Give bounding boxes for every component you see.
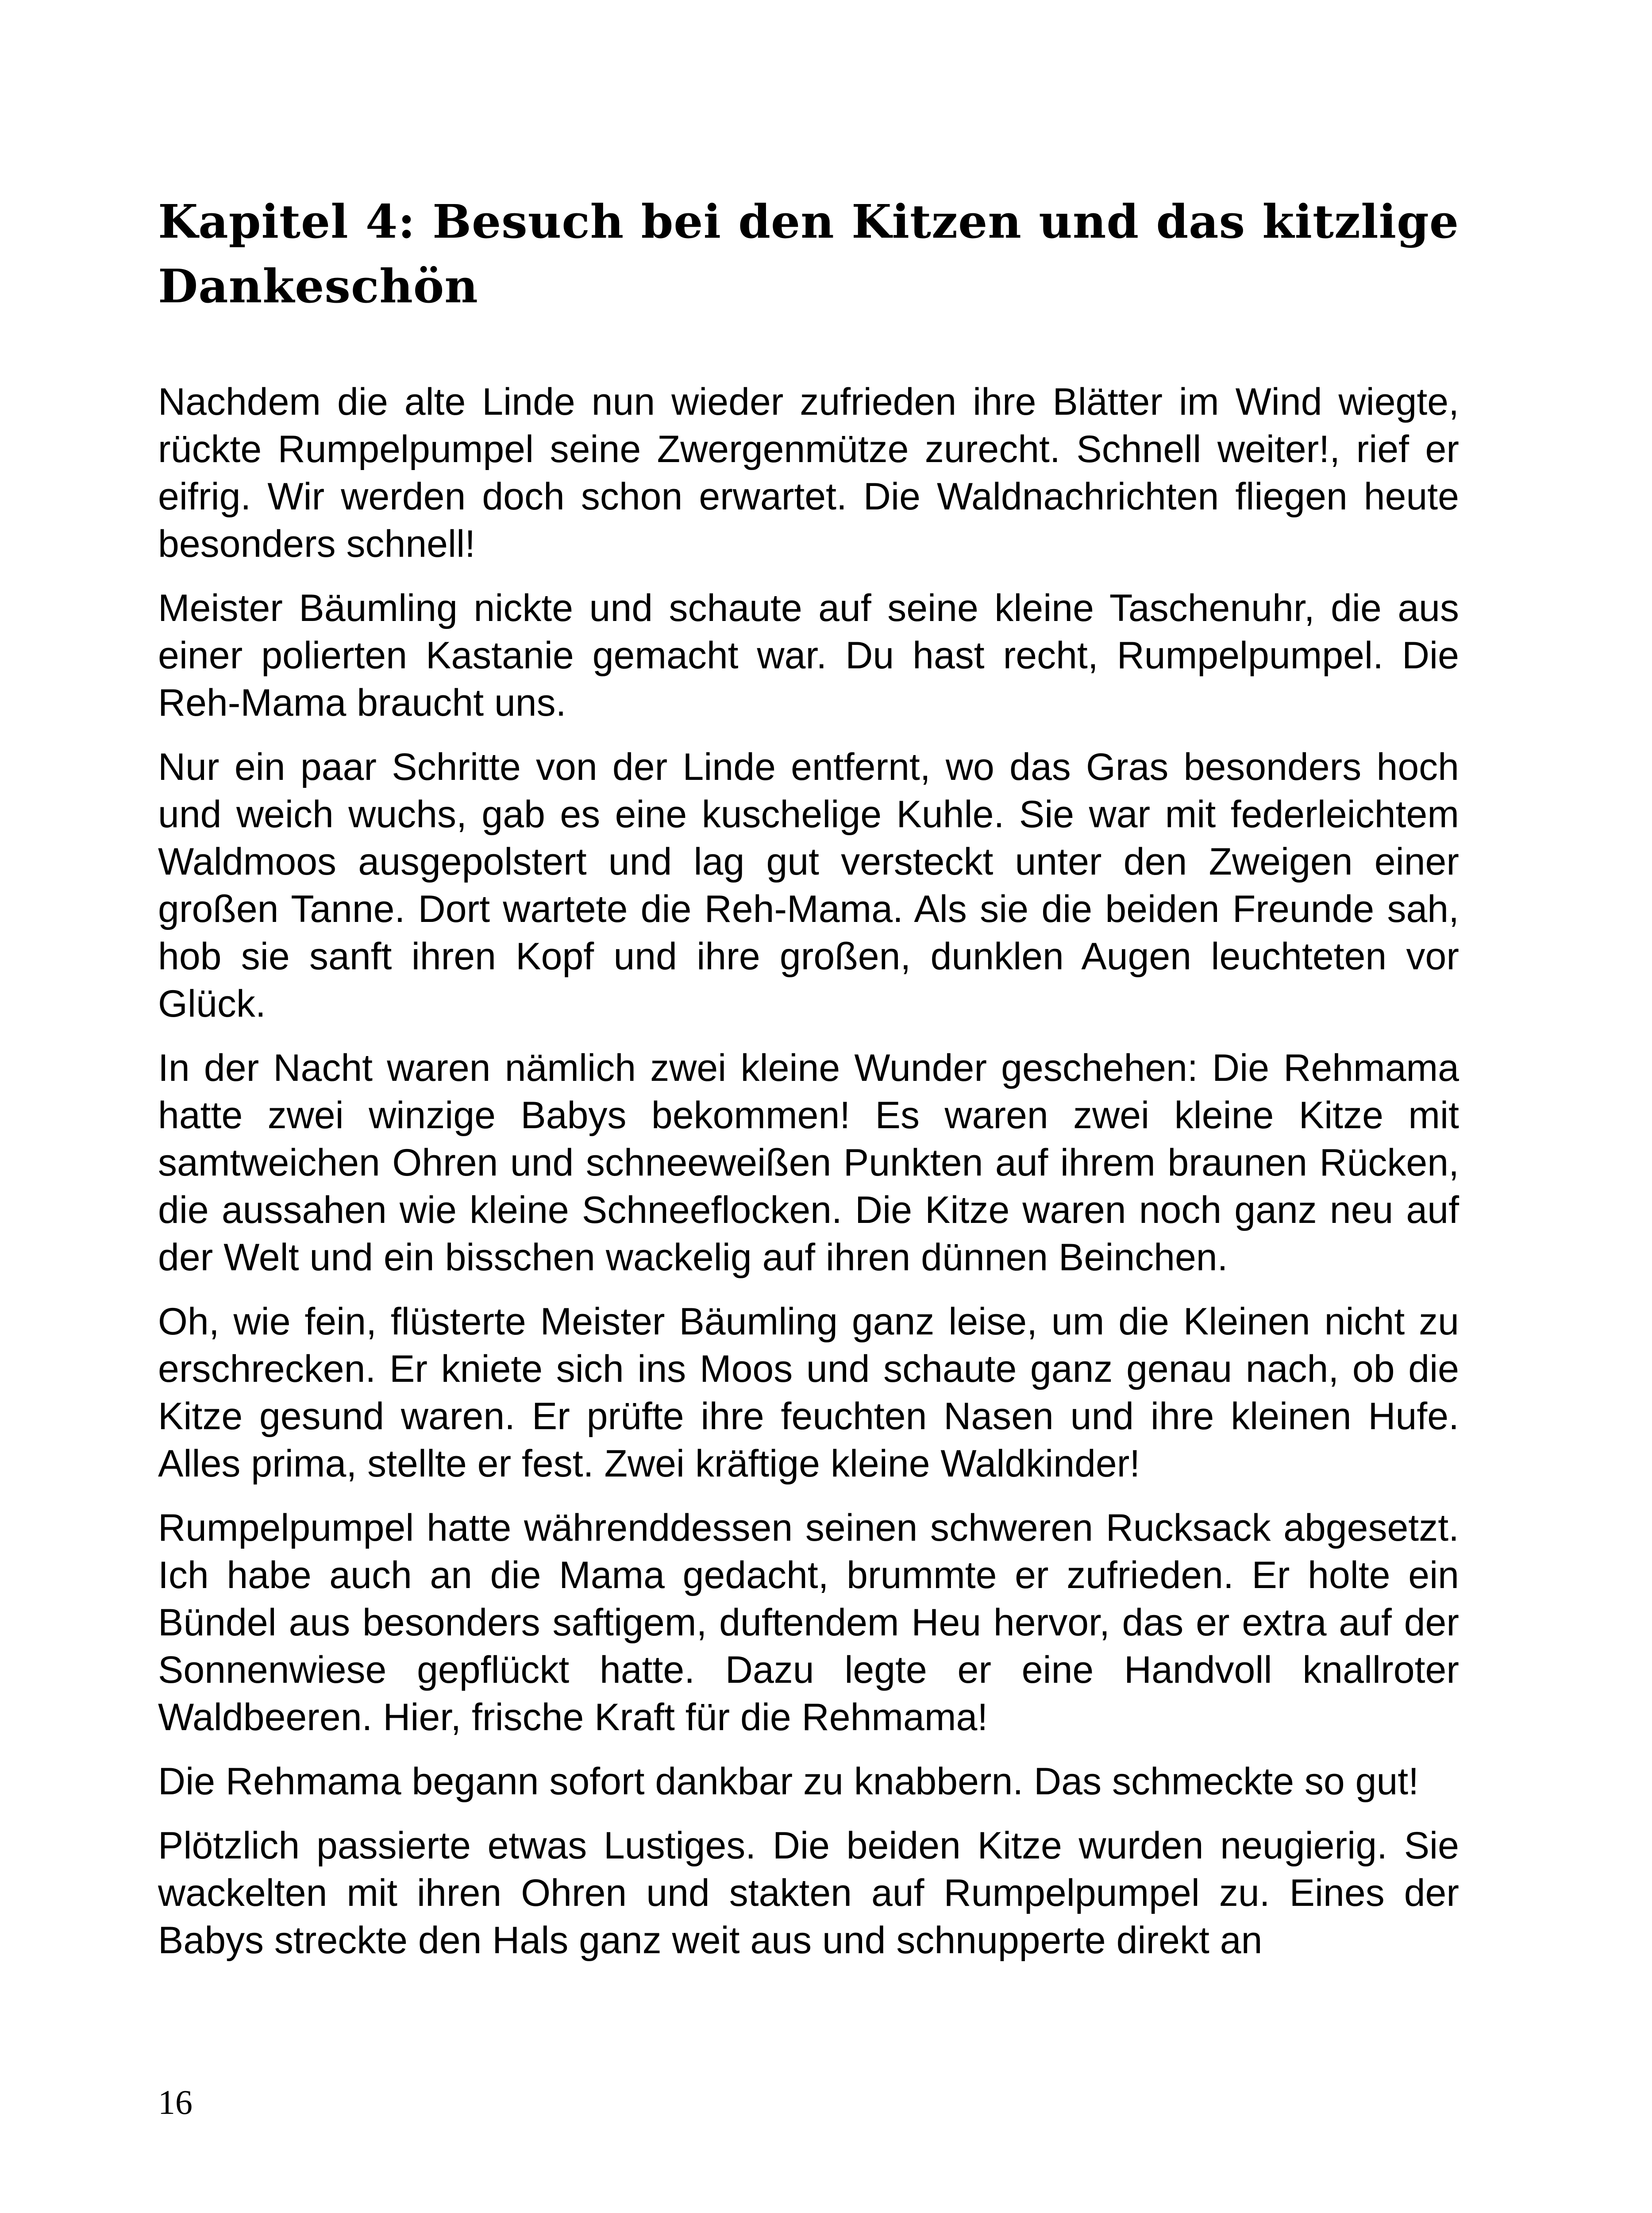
chapter-title: Kapitel 4: Besuch bei den Kitzen und das kitzlige Dankeschön: [158, 194, 1459, 313]
paragraph: Die Rehmama begann sofort dankbar zu knabbern. Das schmeckte so gut!: [158, 1760, 1419, 1803]
paragraph: Plötzlich passierte etwas Lustiges. Die beiden Kitze wurden neugierig. Sie wackelten mit ihren Ohren und stakten auf Rumpelpumpel zu. Eines der Babys streckte den Hals ganz weit aus und schnupperte direkt an: [158, 1824, 1459, 1962]
paragraph: Oh, wie fein, flüsterte Meister Bäumling ganz leise, um die Kleinen nicht zu erschrecken. Er kniete sich ins Moos und schaute ganz genau nach, ob die Kitze gesund waren. Er prüfte ihre feuchten Nasen und ihre kleinen Hufe. Alles prima, stellte er fest. Zwei kräftige kleine Waldkinder!: [158, 1300, 1459, 1485]
paragraph: Rumpelpumpel hatte währenddessen seinen schweren Rucksack abgesetzt. Ich habe auch an die Mama gedacht, brummte er zufrieden. Er holte ein Bündel aus besonders saftigem, duftendem Heu hervor, das er extra auf der Sonnenwiese gepflückt hatte. Dazu legte er eine Handvoll knallroter Waldbeeren. Hier, frische Kraft für die Rehmama!: [158, 1507, 1459, 1739]
page-number: 16: [158, 2083, 193, 2121]
paragraph: Meister Bäumling nickte und schaute auf seine kleine Taschenuhr, die aus einer polierten Kastanie gemacht war. Du hast recht, Rumpelpumpel. Die Reh-Mama braucht uns.: [158, 587, 1459, 724]
paragraph: Nur ein paar Schritte von der Linde entfernt, wo das Gras besonders hoch und weich wuchs, gab es eine kuschelige Kuhle. Sie war mit federleichtem Waldmoos ausgepolstert und lag gut versteckt unter den Zweigen einer großen Tanne. Dort wartete die Reh-Mama. Als sie die beiden Freunde sah, hob sie sanft ihren Kopf und ihre großen, dunklen Augen leuchteten vor Glück.: [158, 746, 1459, 1025]
chapter-body: [158, 378, 1459, 1981]
paragraph: Nachdem die alte Linde nun wieder zufrieden ihre Blätter im Wind wiegte, rückte Rumpelpumpel seine Zwergenmütze zurecht. Schnell weiter!, rief er eifrig. Wir werden doch schon erwartet. Die Waldnachrichten fliegen heute besonders schnell!: [158, 381, 1459, 565]
paragraph: In der Nacht waren nämlich zwei kleine Wunder geschehen: Die Rehmama hatte zwei winzige Babys bekommen! Es waren zwei kleine Kitze mit samtweichen Ohren und schneeweißen Punkten auf ihrem braunen Rücken, die aussahen wie kleine Schneeflocken. Die Kitze waren noch ganz neu auf der Welt und ein bisschen wackelig auf ihren dünnen Beinchen.: [158, 1047, 1459, 1279]
